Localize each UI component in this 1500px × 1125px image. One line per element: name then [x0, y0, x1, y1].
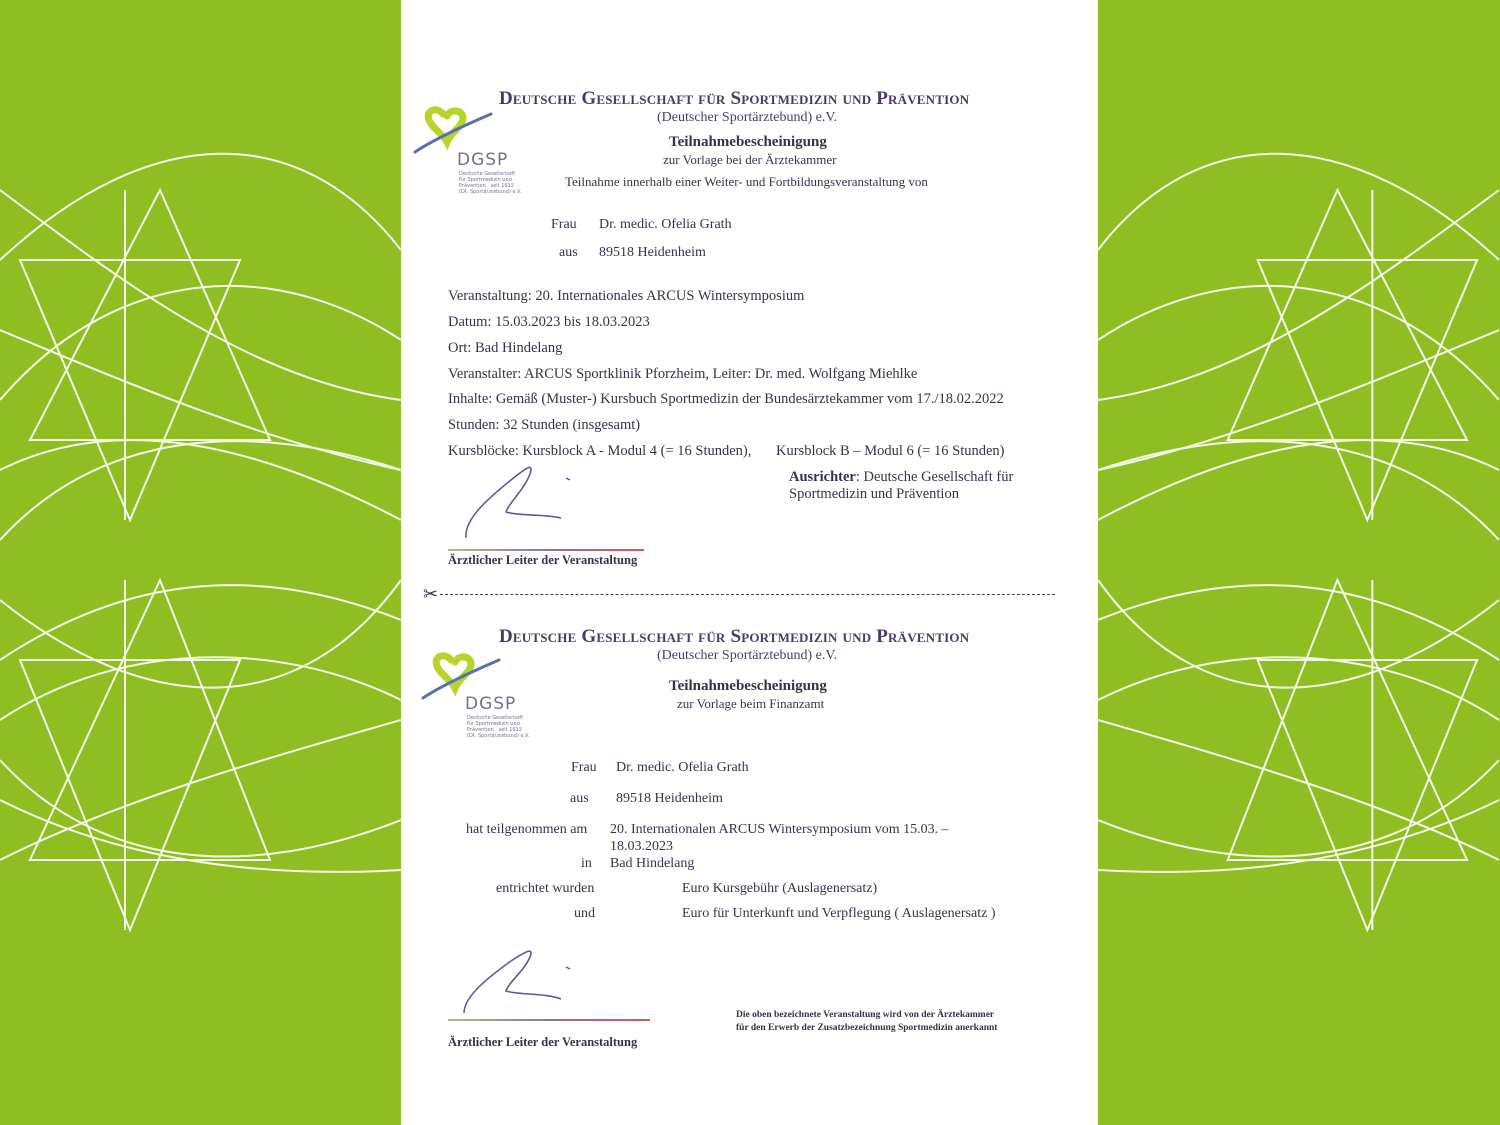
logo-abbr: DGSP	[457, 150, 509, 170]
organizer-line: Veranstalter: ARCUS Sportklinik Pforzheim, Leiter: Dr. med. Wolfgang Miehlke	[448, 366, 918, 382]
signature-line	[448, 549, 644, 551]
signature-icon	[456, 460, 586, 545]
and-value: Euro für Unterkunft und Verpflegung ( Auslagenersatz )	[682, 906, 996, 921]
decorative-pattern-left	[0, 0, 401, 1125]
certificate-document	[401, 0, 1098, 1125]
blocks-line-a: Kursblöcke: Kursblock A - Modul 4 (= 16 Stunden),	[448, 443, 752, 459]
from-label: aus	[559, 245, 578, 260]
org-subtitle: (Deutscher Sportärztebund) e.V.	[657, 648, 838, 663]
place-line: Ort: Bad Hindelang	[448, 340, 563, 356]
paid-value: Euro Kursgebühr (Auslagenersatz)	[682, 881, 878, 896]
cut-line	[440, 594, 1055, 595]
attended-value-2: 18.03.2023	[610, 839, 673, 854]
in-value: Bad Hindelang	[610, 856, 695, 871]
event-line: Veranstaltung: 20. Internationales ARCUS Wintersymposium	[448, 288, 805, 304]
from-label: aus	[570, 791, 589, 806]
dgsp-logo	[413, 104, 523, 199]
attended-value-1: 20. Internationalen ARCUS Wintersymposium vom 15.03. –	[610, 822, 949, 837]
certificate-subtitle: zur Vorlage beim Finanzamt	[677, 696, 825, 711]
certificate-intro: Teilnahme innerhalb einer Weiter- und Fortbildungsveranstaltung von	[565, 174, 928, 189]
logo-caption: Deutsche Gesellschaft für Sportmedizin und Prävention · seit 1912 (Dt. Sportärztebund) e.V.	[467, 715, 530, 739]
and-label: und	[574, 906, 595, 921]
participant-city: 89518 Heidenheim	[616, 791, 723, 806]
attended-label: hat teilgenommen am	[466, 822, 588, 837]
dgsp-heart-logo-icon	[413, 104, 493, 156]
host-line-1: Ausrichter: Deutsche Gesellschaft für	[789, 469, 1014, 485]
salutation-label: Frau	[571, 760, 597, 775]
logo-abbr: DGSP	[465, 694, 517, 714]
host-line-2: Sportmedizin und Prävention	[789, 486, 959, 502]
participant-city: 89518 Heidenheim	[599, 245, 706, 260]
paid-label: entrichtet wurden	[496, 881, 595, 896]
signature-icon	[456, 945, 586, 1020]
signature-line	[448, 1019, 650, 1021]
scissors-icon: ✂	[423, 584, 439, 605]
participant-name: Dr. medic. Ofelia Grath	[616, 760, 749, 775]
contents-line: Inhalte: Gemäß (Muster-) Kursbuch Sportmedizin der Bundesärztekammer vom 17./18.02.2022	[448, 391, 1004, 407]
blocks-line-b: Kursblock B – Modul 6 (= 16 Stunden)	[776, 443, 1005, 459]
org-name: Deutsche Gesellschaft für Sportmedizin und Prävention	[499, 626, 970, 647]
signature-caption: Ärztlicher Leiter der Veranstaltung	[448, 553, 638, 567]
org-name: Deutsche Gesellschaft für Sportmedizin und Prävention	[499, 88, 970, 109]
salutation-label: Frau	[551, 217, 577, 232]
recognition-note-line-2: für den Erwerb der Zusatzbezeichnung Sportmedizin anerkannt	[736, 1023, 998, 1033]
in-label: in	[581, 856, 592, 871]
date-line: Datum: 15.03.2023 bis 18.03.2023	[448, 314, 650, 330]
certificate-title: Teilnahmebescheinigung	[669, 134, 827, 150]
recognition-note-line-1: Die oben bezeichnete Veranstaltung wird von der Ärztekammer	[736, 1010, 995, 1020]
logo-caption: Deutsche Gesellschaft für Sportmedizin und Prävention · seit 1912 (Dt. Sportärztebund) e.V.	[459, 171, 522, 195]
org-subtitle: (Deutscher Sportärztebund) e.V.	[657, 110, 838, 125]
decorative-pattern-right	[1098, 0, 1499, 1125]
signature-caption: Ärztlicher Leiter der Veranstaltung	[448, 1035, 638, 1049]
certificate-title: Teilnahmebescheinigung	[669, 678, 827, 694]
hours-line: Stunden: 32 Stunden (insgesamt)	[448, 417, 641, 433]
dgsp-logo	[421, 650, 531, 745]
certificate-subtitle: zur Vorlage bei der Ärztekammer	[663, 152, 837, 167]
participant-name: Dr. medic. Ofelia Grath	[599, 217, 732, 232]
